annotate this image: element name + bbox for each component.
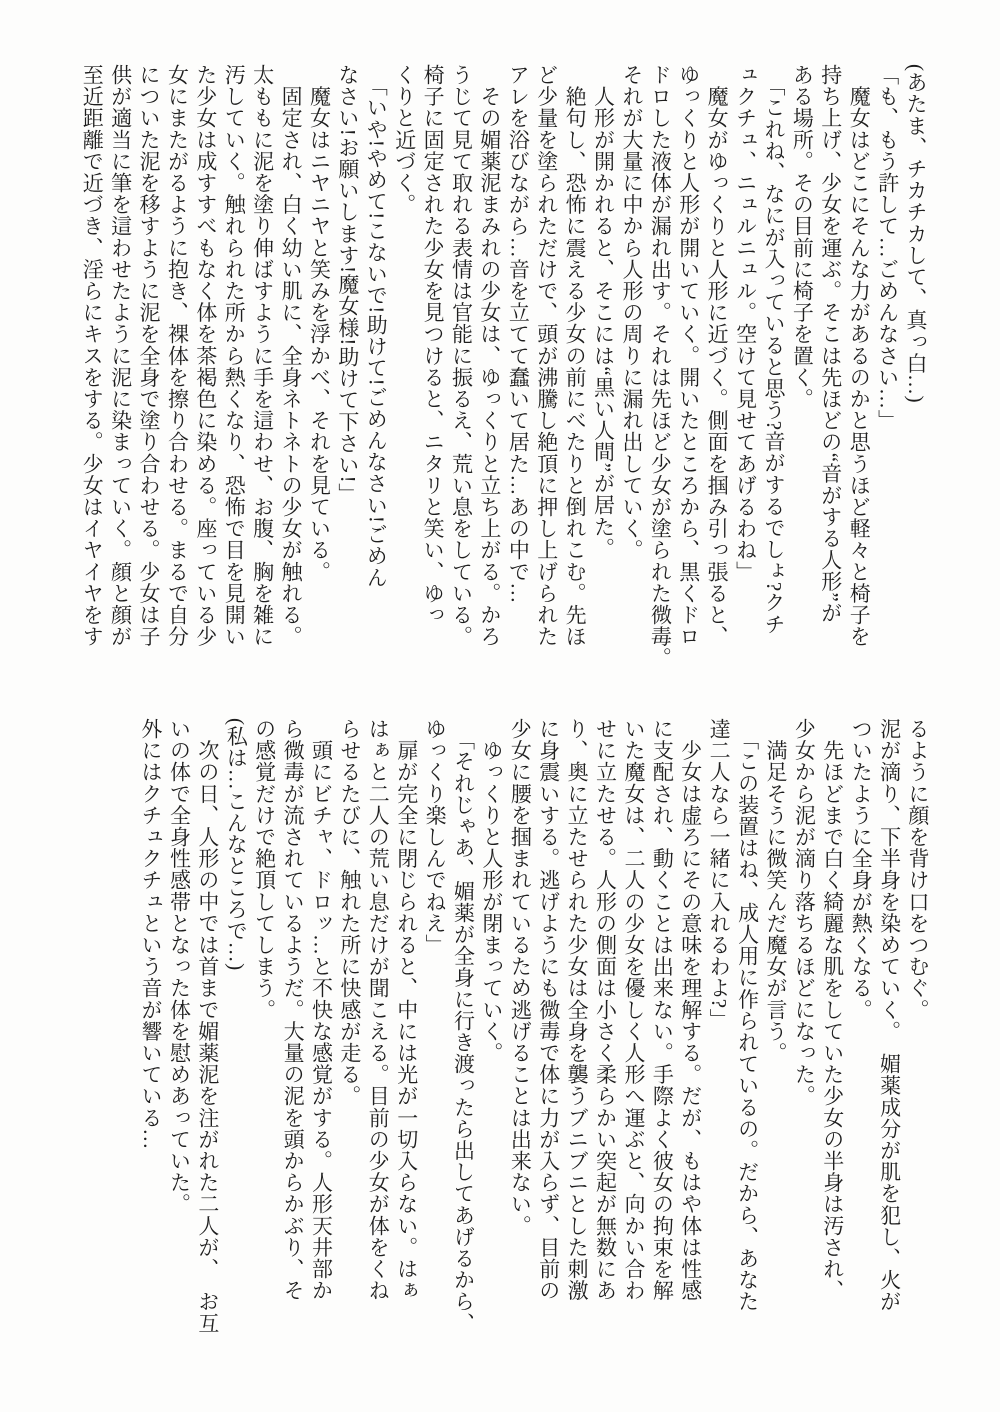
text-column: 持ち上げ、少女を運ぶ。そこは先ほどの“音がする人形”が [818, 64, 843, 624]
text-column: ど少量を塗られただけで、頭が沸騰し絶頂に押し上げられた [534, 64, 559, 648]
text-column: いの体で全身性感帯となった体を慰めあっていた。 [167, 718, 192, 1215]
text-column: ゆっくりと人形が閉まっていく。 [479, 718, 504, 1064]
text-column: らせるたびに、触れた所に快感が走る。 [337, 718, 362, 1107]
text-column: 「この装置はね、成人用に作られているの。だから、あなた [735, 718, 760, 1313]
text-column: 絶句し、恐怖に震える少女の前にべたりと倒れこむ。先ほ [563, 64, 588, 648]
text-column: 外にはクチュクチュという音が響いている… [139, 718, 164, 1150]
text-column: (あたま、チカチカして、真っ白…) [904, 64, 928, 404]
text-column: ゆっくりと人形が開いていく。開いたところから、黒くドロ [676, 64, 701, 648]
text-column: 太ももに泥を塗り伸ばすように手を這わせ、お腹、胸を雑に [250, 64, 275, 648]
text-column: に支配され、動くことは出来ない。手際よく彼女の拘束を解 [650, 718, 675, 1302]
text-column: 達二人なら一緒に入れるわよ?」 [707, 718, 732, 1031]
text-column: 「いや!やめて!こないで!助けて!ごめんなさい!ごめん [364, 64, 389, 589]
text-column: に身震いする。逃げようにも微毒で体に力が入らず、目前の [536, 718, 561, 1302]
text-column: はぁと二人の荒い息だけが聞こえる。目前の少女が体をくね [366, 718, 391, 1302]
text-column: 供が適当に筆を這わせたように泥に染まっていく。顔と顔が [108, 64, 133, 648]
text-column: 人形が開かれると、そこには“黒い人間”が居た。 [591, 64, 616, 560]
text-column: せに立たせる。人形の側面は小さく柔らかい突起が無数にあ [593, 718, 618, 1302]
text-column: ら微毒が流されているようだ。大量の泥を頭からかぶり、そ [281, 718, 306, 1302]
text-column: 少女に腰を掴まれているため逃げることは出来ない。 [508, 718, 533, 1237]
text-column: くりと近づく。 [392, 64, 417, 216]
text-column: うじて見て取れる表情は官能に振るえ、荒い息をしている。 [449, 64, 474, 648]
text-column: ュクチュ、ニュルニュル。空けて見せてあげるわね」 [733, 64, 758, 583]
text-column: 次の日、人形の中では首まで媚薬泥を注がれた二人が、 お互 [195, 718, 220, 1334]
text-column: それが大量に中から人形の周りに漏れ出していく。 [619, 64, 644, 561]
text-column: 椅子に固定された少女を見つけると、ニタリと笑い、ゆっ [421, 64, 446, 626]
text-column: (私は…こんなところで…) [224, 718, 249, 971]
text-column: 「も、もう許して…ごめんなさい…」 [875, 64, 900, 432]
text-column: 至近距離で近づき、淫らにキスをする。少女はイヤイヤをす [80, 64, 105, 648]
text-column: 固定され、白く幼い肌に、全身ネトネトの少女が触れる。 [279, 64, 304, 648]
story-text-top-block [78, 64, 930, 692]
text-column: 魔女はどこにそんな力があるのかと思うほど軽々と椅子を [847, 64, 872, 648]
text-column: その媚薬泥まみれの少女は、ゆっくりと立ち上がる。かろ [477, 64, 502, 648]
text-column: 魔女はニヤニヤと笑みを浮かべ、それを見ている。 [307, 64, 332, 583]
text-column: アレを浴びながら…音を立てて蠢いて居た…あの中で… [506, 64, 531, 604]
text-column: 先ほどまで白く綺麗な肌をしていた少女の半身は汚され、 [820, 718, 845, 1302]
text-column: 泥が滴り、下半身を染めていく。 媚薬成分が肌を犯し、火が [877, 718, 902, 1313]
text-column: ついたように全身が熱くなる。 [849, 718, 874, 1021]
text-column: ドロした液体が漏れ出す。それは先ほど少女が塗られた微毒。 [648, 64, 673, 669]
text-column: いた魔女は、二人の少女を優しく人形へ運ぶと、向かい合わ [621, 718, 646, 1302]
story-text-bottom-block [137, 718, 932, 1346]
text-column: 少女は虚ろにその意味を理解する。だが、もはや体は性感 [678, 718, 703, 1302]
text-column: 女にまたがるように抱き、裸体を擦り合わせる。まるで自分 [165, 64, 190, 648]
text-column: 頭にビチャ、ドロッ…と不快な感覚がする。人形天井部か [309, 718, 334, 1302]
text-column: 「これね、なにが入っていると思う?音がするでしょ?クチ [761, 64, 786, 635]
text-column: 汚していく。触れられた所から熱くなり、恐怖で目を見開い [222, 64, 247, 648]
text-column: 扉が完全に閉じられると、中には光が一切入らない。はぁ [394, 718, 419, 1302]
text-column: るように顔を背け口をつむぐ。 [906, 718, 930, 1021]
text-column: 「それじゃあ、媚薬が全身に行き渡ったら出してあげるから、 [451, 718, 476, 1334]
text-column: ゆっくり楽しんでねえ」 [423, 718, 448, 956]
text-column: についた泥を移すように泥を全身で塗り合わせる。少女は子 [137, 64, 162, 648]
text-column: た少女は成すすべもなく体を茶褐色に染める。座っている少 [193, 64, 218, 648]
text-column: の感覚だけで絶頂してしまう。 [252, 718, 277, 1021]
text-column: ある場所。その目前に椅子を置く。 [790, 64, 815, 410]
text-column: 魔女がゆっくりと人形に近づく。側面を掴み引っ張ると、 [705, 64, 730, 648]
text-column: 満足そうに微笑んだ魔女が言う。 [763, 718, 788, 1064]
text-column: なさい!お願いします!魔女様!助けて下さい!」 [335, 64, 360, 505]
text-column: 少女から泥が滴り落ちるほどになった。 [792, 718, 817, 1107]
text-column: り、奥に立たせられた少女は全身を襲うブニブニとした刺激 [565, 718, 590, 1302]
